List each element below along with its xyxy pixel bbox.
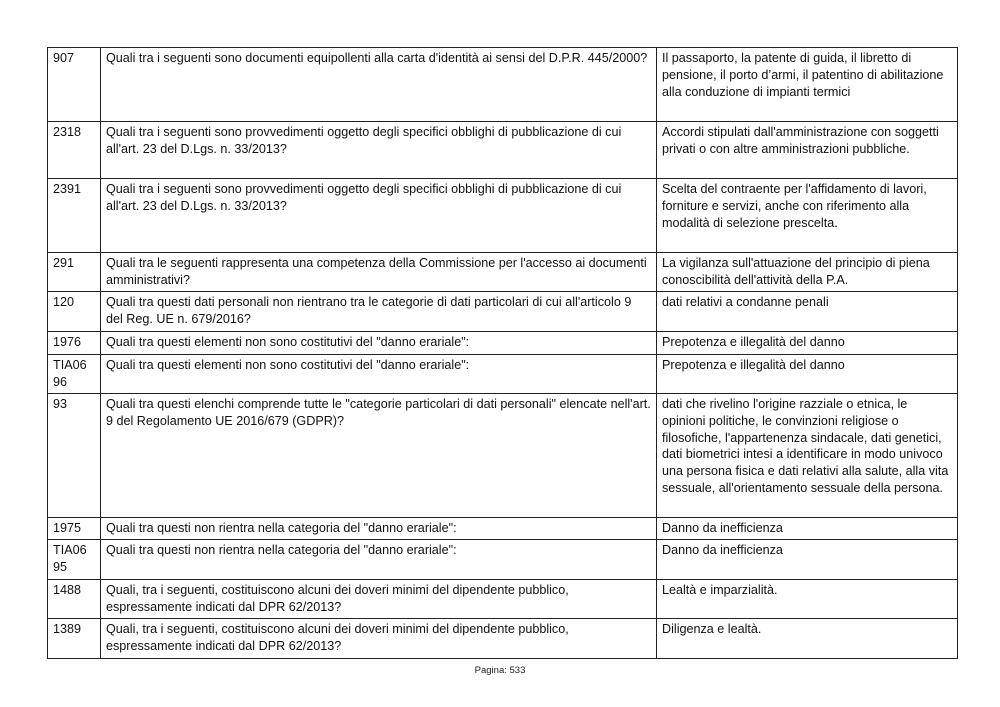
answer-text: Accordi stipulati dall'amministrazione con soggetti privati o con altre amministrazioni pubbliche. <box>657 122 958 179</box>
question-text: Quali tra i seguenti sono provvedimenti oggetto degli specifici obblighi di pubblicazione di cui all'art. 23 del D.Lgs. n. 33/2013? <box>101 179 657 253</box>
table-row <box>48 540 958 580</box>
question-id: 2391 <box>48 179 101 253</box>
table-row <box>48 355 958 394</box>
question-text: Quali tra le seguenti rappresenta una competenza della Commissione per l'accesso ai documenti amministrativi? <box>101 253 657 292</box>
question-id: 1976 <box>48 332 101 355</box>
answer-text: Scelta del contraente per l'affidamento di lavori, forniture e servizi, anche con riferimento alla modalità di selezione prescelta. <box>657 179 958 253</box>
question-id: 93 <box>48 394 101 518</box>
question-id: 1975 <box>48 518 101 540</box>
answer-text: Danno da inefficienza <box>657 540 958 580</box>
question-text: Quali, tra i seguenti, costituiscono alcuni dei doveri minimi del dipendente pubblico, espressamente indicati dal DPR 62/2013? <box>101 580 657 619</box>
table-row <box>48 518 958 540</box>
question-text: Quali tra i seguenti sono documenti equipollenti alla carta d'identità ai sensi del D.P.R. 445/2000? <box>101 48 657 122</box>
answer-text: Prepotenza e illegalità del danno <box>657 332 958 355</box>
question-id: 1389 <box>48 619 101 659</box>
answer-text: Prepotenza e illegalità del danno <box>657 355 958 394</box>
answer-text: La vigilanza sull'attuazione del principio di piena conoscibilità dell'attività della P.A. <box>657 253 958 292</box>
answer-text: dati relativi a condanne penali <box>657 292 958 332</box>
question-text: Quali tra questi elementi non sono costitutivi del "danno erariale": <box>101 355 657 394</box>
questions-table <box>47 47 958 659</box>
question-id: 291 <box>48 253 101 292</box>
answer-text: Danno da inefficienza <box>657 518 958 540</box>
page-number: Pagina: 533 <box>474 665 526 676</box>
table-row <box>48 253 958 292</box>
table-row <box>48 122 958 179</box>
question-text: Quali, tra i seguenti, costituiscono alcuni dei doveri minimi del dipendente pubblico, espressamente indicati dal DPR 62/2013? <box>101 619 657 659</box>
question-id: 2318 <box>48 122 101 179</box>
table-row <box>48 580 958 619</box>
answer-text: Diligenza e lealtà. <box>657 619 958 659</box>
question-text: Quali tra i seguenti sono provvedimenti oggetto degli specifici obblighi di pubblicazione di cui all'art. 23 del D.Lgs. n. 33/2013? <box>101 122 657 179</box>
answer-text: Lealtà e imparzialità. <box>657 580 958 619</box>
question-text: Quali tra questi non rientra nella categoria del "danno erariale": <box>101 540 657 580</box>
question-text: Quali tra questi elenchi comprende tutte le "categorie particolari di dati personali" elencate nell'art. 9 del Regolamento UE 2016/679 (GDPR)? <box>101 394 657 518</box>
question-text: Quali tra questi non rientra nella categoria del "danno erariale": <box>101 518 657 540</box>
question-id: TIA06 96 <box>48 355 101 394</box>
table-row <box>48 179 958 253</box>
answer-text: dati che rivelino l'origine razziale o etnica, le opinioni politiche, le convinzioni religiose o filosofiche, l'appartenenza sindacale, dati genetici, dati biometrici intesi a identificare in modo univoco una persona fisica e dati relativi alla salute, alla vita sessuale, all'orientamento sessuale della persona. <box>657 394 958 518</box>
question-id: 1488 <box>48 580 101 619</box>
table-row <box>48 332 958 355</box>
answer-text: Il passaporto, la patente di guida, il libretto di pensione, il porto d’armi, il patentino di abilitazione alla conduzione di impianti termici <box>657 48 958 122</box>
table-row <box>48 619 958 659</box>
table-row <box>48 48 958 122</box>
question-text: Quali tra questi elementi non sono costitutivi del "danno erariale": <box>101 332 657 355</box>
question-id: TIA06 95 <box>48 540 101 580</box>
question-id: 907 <box>48 48 101 122</box>
table-row <box>48 394 958 518</box>
table-row <box>48 292 958 332</box>
question-text: Quali tra questi dati personali non rientrano tra le categorie di dati particolari di cui all'articolo 9 del Reg. UE n. 679/2016? <box>101 292 657 332</box>
question-id: 120 <box>48 292 101 332</box>
